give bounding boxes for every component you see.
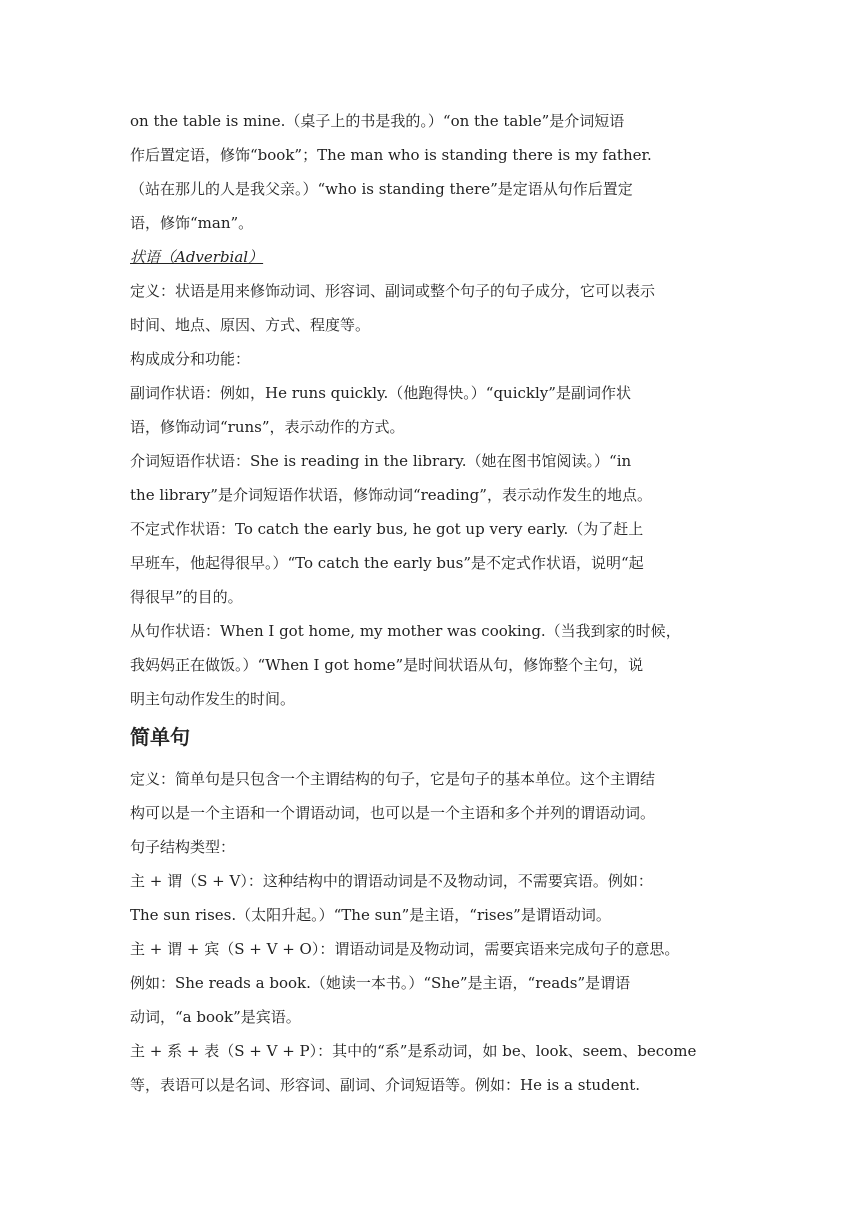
text-line: 动词，“a book”是宾语。 (130, 1008, 301, 1026)
text-line: 定义：简单句是只包含一个主谓结构的句子，它是句子的基本单位。这个主谓结 (130, 770, 656, 788)
adverbial-section (130, 274, 730, 716)
text-line: 介词短语作状语：She is reading in the library.（她在图书馆阅读。）“in (130, 452, 632, 470)
adverbial-subheading: 状语（Adverbial） (130, 248, 264, 266)
text-line: 等，表语可以是名词、形容词、副词、介词短语等。例如：He is a student. (130, 1076, 641, 1094)
text-line: 语，修饰“man”。 (130, 214, 254, 232)
text-line: 构可以是一个主语和一个谓语动词，也可以是一个主语和多个并列的谓语动词。 (130, 804, 656, 822)
text-line: the library”是介词短语作状语，修饰动词“reading”，表示动作发生的地点。 (130, 486, 652, 504)
text-line: 我妈妈正在做饭。）“When I got home”是时间状语从句，修饰整个主句，说 (130, 656, 644, 674)
text-line: 从句作状语：When I got home, my mother was cooking.（当我到家的时候， (130, 622, 681, 640)
text-line: 语，修饰动词“runs”，表示动作的方式。 (130, 418, 405, 436)
text-line: 主 + 谓（S + V）：这种结构中的谓语动词是不及物动词，不需要宾语。例如： (130, 872, 653, 890)
text-line: 副词作状语：例如，He runs quickly.（他跑得快。）“quickly”是副词作状 (130, 384, 631, 402)
text-line: on the table is mine.（桌子上的书是我的。）“on the table”是介词短语 (130, 112, 625, 130)
text-line: The sun rises.（太阳升起。）“The sun”是主语，“rises”是谓语动词。 (130, 906, 611, 924)
text-line: 作后置定语，修饰“book”；The man who is standing there is my father. (130, 146, 652, 164)
text-line: 构成成分和功能： (130, 350, 251, 368)
text-line: 明主句动作发生的时间。 (130, 690, 296, 708)
text-line: 句子结构类型： (130, 838, 236, 856)
text-line: 得很早”的目的。 (130, 588, 243, 606)
text-line: 时间、地点、原因、方式、程度等。 (130, 316, 371, 334)
simple-sentence-section (130, 762, 730, 1102)
text-line: 不定式作状语：To catch the early bus, he got up very early.（为了赶上 (130, 520, 644, 538)
text-line: 定义：状语是用来修饰动词、形容词、副词或整个句子的句子成分，它可以表示 (130, 282, 656, 300)
text-line: 主 + 系 + 表（S + V + P）：其中的“系”是系动词，如 be、look、seem、become (130, 1042, 697, 1060)
document-page (130, 104, 730, 1102)
simple-sentence-heading: 简单句 (130, 725, 190, 749)
text-line: （站在那儿的人是我父亲。）“who is standing there”是定语从句作后置定 (130, 180, 633, 198)
text-line: 例如：She reads a book.（她读一本书。）“She”是主语，“reads”是谓语 (130, 974, 631, 992)
attributive-examples-paragraph (130, 104, 730, 240)
text-line: 主 + 谓 + 宾（S + V + O）：谓语动词是及物动词，需要宾语来完成句子的意思。 (130, 940, 680, 958)
text-line: 早班车，他起得很早。）“To catch the early bus”是不定式作状语，说明“起 (130, 554, 644, 572)
